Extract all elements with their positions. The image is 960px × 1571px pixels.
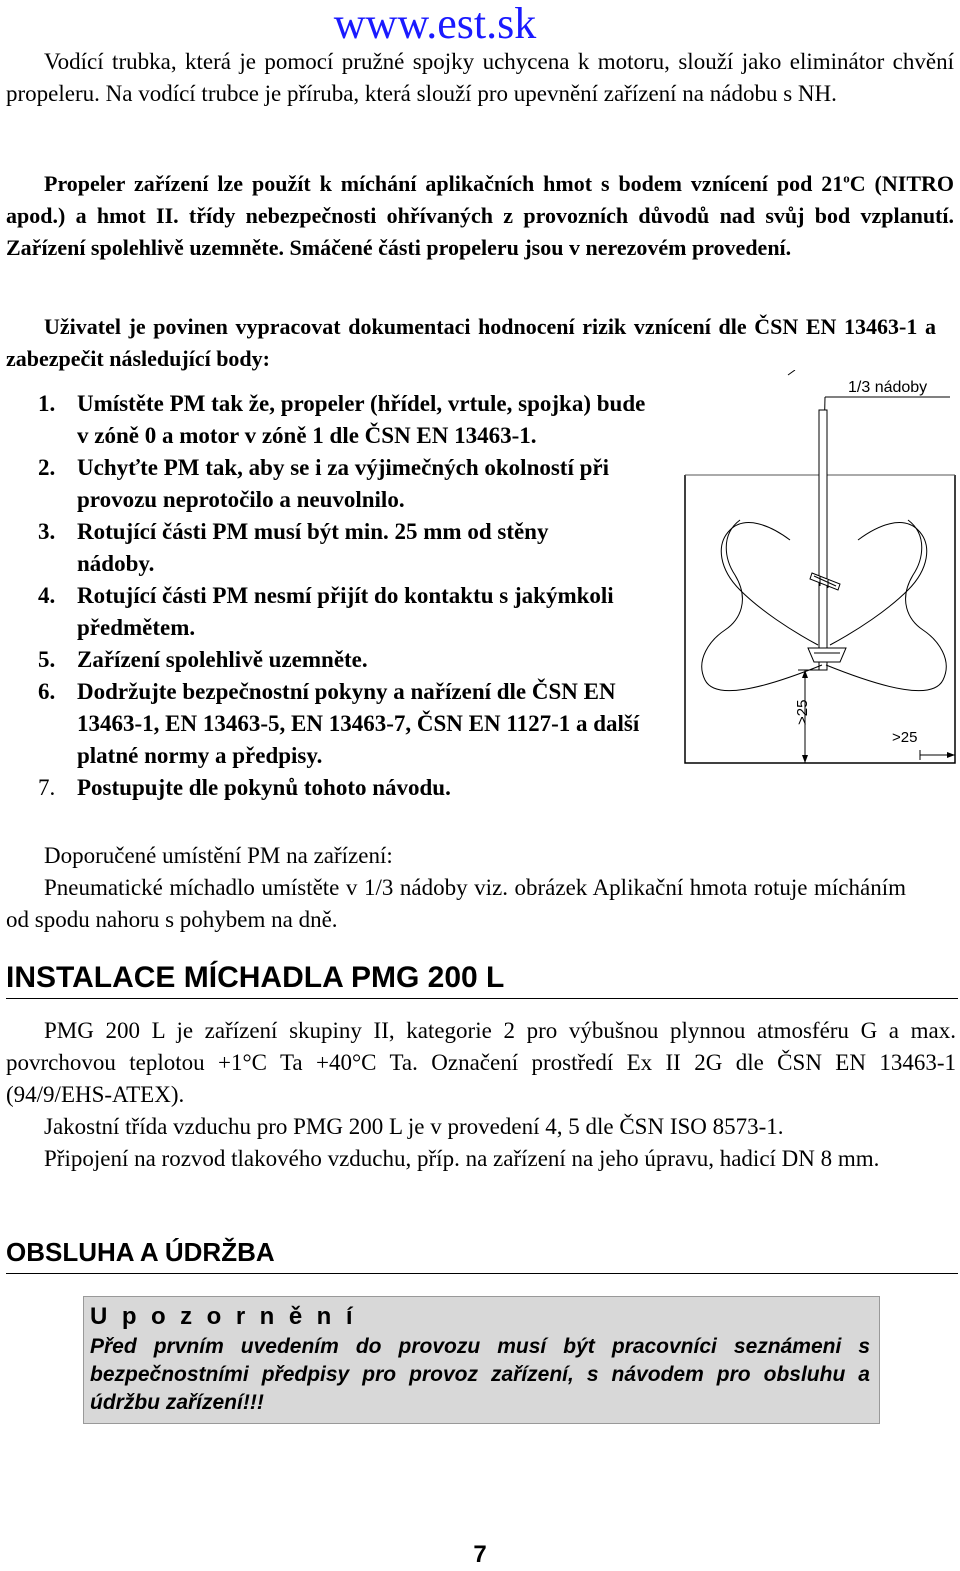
fraction-label: 1/3 nádoby xyxy=(848,379,928,396)
list-item-num: 5. xyxy=(38,647,56,672)
user-obligation: Uživatel je povinen vypracovat dokumentaci hodnocení rizik vznícení dle ČSN EN 13463-1 a zabezpečit následující body: xyxy=(6,314,936,371)
list-item-text: Rotující části PM nesmí přijít do kontaktu s jakýmkoli předmětem. xyxy=(77,583,614,640)
right-flow-loop xyxy=(830,523,927,645)
shaft xyxy=(819,410,827,665)
list-item-num: 1. xyxy=(38,391,56,416)
list-item-num: 4. xyxy=(38,583,56,608)
propeler-text-2: C (NITRO apod.) a hmot II. třídy nebezpečnosti ohřívaných z provozních důvodů nad svůj bod vzplanutí. Zařízení spolehlivě uzemněte. Smáčené části propeleru jsou v nerezovém provedení. xyxy=(6,171,954,260)
list-item-text: Uchyťte PM tak, aby se i za výjimečných okolností při provozu neprotočilo a neuvolnilo. xyxy=(77,455,609,512)
list-item-text: Dodržujte bezpečnostní pokyny a nařízení dle ČSN EN 13463-1, EN 13463-5, EN 13463-7, ČSN EN 1127-1 a další platné normy a předpisy. xyxy=(77,679,640,768)
install-paragraph-3: Připojení na rozvod tlakového vzduchu, příp. na zařízení na jeho úpravu, hadicí DN 8 mm. xyxy=(44,1146,880,1171)
right-flow-outer xyxy=(826,520,946,691)
list-item-num: 6. xyxy=(38,679,56,704)
list-item-num: 2. xyxy=(38,455,56,480)
placement-text: Pneumatické míchadlo umístěte v 1/3 nádoby viz. obrázek Aplikační hmota rotuje mícháním od spodu nahoru s pohybem na dně. xyxy=(6,875,906,932)
left-flow-outer xyxy=(702,520,822,691)
list-item xyxy=(38,676,658,772)
list-item-text: Umístěte PM tak že, propeler (hřídel, vrtule, spojka) bude v zóně 0 a motor v zóně 1 dle ČSN EN 13463-1. xyxy=(77,391,646,448)
service-section-title: OBSLUHA A ÚDRŽBA xyxy=(6,1233,958,1274)
install-section-title: INSTALACE MÍCHADLA PMG 200 L xyxy=(6,958,958,999)
list-item-num: 7. xyxy=(38,775,56,800)
lower-impeller xyxy=(808,648,846,670)
list-item xyxy=(38,772,658,804)
list-item xyxy=(38,580,658,644)
degree-sup: o xyxy=(843,170,850,186)
placement-title: Doporučené umístění PM na zařízení: xyxy=(44,843,393,868)
list-item-text: Postupujte dle pokynů tohoto návodu. xyxy=(77,775,451,800)
install-paragraph-2: Jakostní třída vzduchu pro PMG 200 L je v provedení 4, 5 dle ČSN ISO 8573-1. xyxy=(44,1114,784,1139)
page-number: 7 xyxy=(473,1541,487,1568)
install-paragraph-1: PMG 200 L je zařízení skupiny II, kategorie 2 pro výbušnou plynnou atmosféru G a max. povrchovou teplotou +1°C Ta +40°C Ta. Označení prostředí Ex II 2G dle ČSN EN 13463-1 (94/9/EHS-ATEX). xyxy=(6,1018,956,1107)
vertical-clearance-label: >25 xyxy=(794,699,811,725)
header-url[interactable]: www.est.sk xyxy=(333,0,537,48)
list-item xyxy=(38,388,658,452)
list-item-text: Zařízení spolehlivě uzemněte. xyxy=(77,647,368,672)
left-flow-loop xyxy=(721,523,818,645)
points-list xyxy=(38,388,658,804)
list-item-text: Rotující části PM musí být min. 25 mm od stěny nádoby. xyxy=(77,519,549,576)
propeler-paragraph xyxy=(6,168,954,264)
list-item xyxy=(38,452,658,516)
label-pointer-line xyxy=(788,370,795,375)
wall-clearance-label: >25 xyxy=(892,729,918,746)
list-item xyxy=(38,644,658,676)
intro-paragraph: Vodící trubka, která je pomocí pružné spojky uchycena k motoru, slouží jako eliminátor chvění propeleru. Na vodící trubce je příruba, která slouží pro upevnění zařízení na nádobu s NH. xyxy=(6,49,954,106)
list-item-num: 3. xyxy=(38,519,56,544)
warning-text: Před prvním uvedením do provozu musí být pracovníci seznámeni s bezpečnostními předpisy pro provoz zařízení, s návodem pro obsluhu a údržbu zařízení!!! xyxy=(90,1335,870,1414)
mixer-diagram xyxy=(680,370,960,790)
propeler-text-1: Propeler zařízení lze použít k míchání aplikačních hmot s bodem vznícení pod 21 xyxy=(44,171,844,196)
warning-title: Upozornění xyxy=(90,1303,367,1330)
warning-box xyxy=(83,1296,880,1424)
list-item xyxy=(38,516,658,580)
